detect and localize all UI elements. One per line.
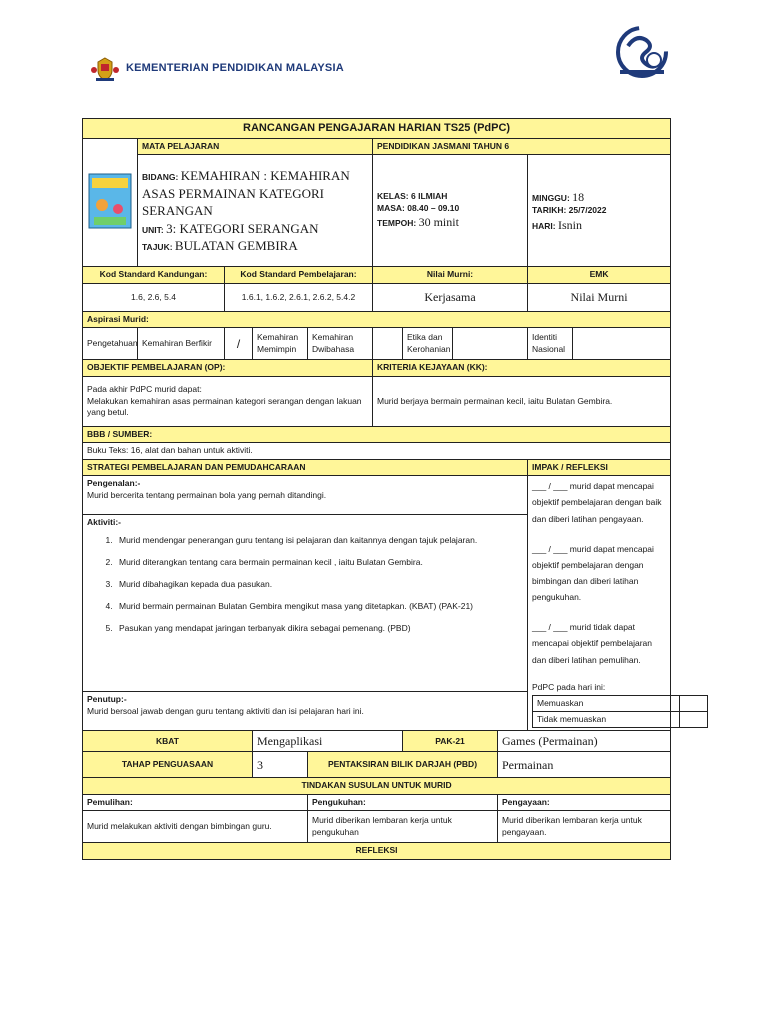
- ts25-logo-icon: [616, 26, 668, 78]
- aspirasi-label: Aspirasi Murid:: [83, 311, 671, 327]
- kk-value: Murid berjaya bermain permainan kecil, iaitu Bulatan Gembira.: [373, 376, 671, 426]
- aspirasi-item: Kemahiran Memimpin: [253, 328, 308, 360]
- bidang-unit-tajuk: BIDANG: KEMAHIRAN : KEMAHIRAN ASAS PERMAINAN KATEGORI SERANGAN UNIT: 3: KATEGORI SERANGAN TAJUK: BULATAN GEMBIRA: [138, 155, 373, 267]
- pengukuhan-label: Pengukuhan:: [308, 794, 498, 810]
- impak-section: [528, 476, 671, 731]
- bbm-value: Buku Teks: 16, alat dan bahan untuk aktiviti.: [83, 443, 671, 459]
- impak-item: ___ / ___ murid dapat mencapai objektif pembelajaran dengan baik dan diberi latihan pengayaan.: [532, 481, 662, 524]
- sk-label: Kod Standard Kandungan:: [83, 267, 225, 283]
- pemulihan-value: Murid melakukan aktiviti dengan bimbingan guru.: [83, 811, 308, 843]
- pengayaan-value: Murid diberikan lembaran kerja untuk pengayaan.: [498, 811, 671, 843]
- emk-value: Nilai Murni: [528, 283, 671, 311]
- tahap-value: 3: [253, 752, 308, 778]
- tempoh-value: 30 minit: [418, 215, 459, 230]
- nilai-value: Kerjasama: [373, 283, 528, 311]
- aspirasi-item: Kemahiran Dwibahasa: [308, 328, 373, 360]
- penutup-value: Murid bersoal jawab dengan guru tentang aktiviti dan isi pelajaran hari ini.: [87, 705, 364, 716]
- hari-value: Isnin: [557, 217, 582, 232]
- minggu-tarikh-hari: MINGGU: 18 TARIKH: 25/7/2022 HARI: Isnin: [528, 155, 671, 267]
- pak21-label: PAK-21: [403, 731, 498, 752]
- lesson-plan-sheet: [82, 118, 670, 860]
- pdpc-option-tidak-memuaskan: Tidak memuaskan: [533, 712, 680, 728]
- pdpc-checkbox[interactable]: [680, 696, 708, 712]
- bidang-value: KEMAHIRAN : KEMAHIRAN ASAS PERMAINAN KATEGORI SERANGAN: [142, 168, 350, 219]
- aktiviti-item: 2. Murid diterangkan tentang cara bermain permainan kecil , iaitu Bulatan Gembira.: [115, 551, 523, 573]
- susulan-label: TINDAKAN SUSULAN UNTUK MURID: [83, 778, 671, 794]
- pemulihan-label: Pemulihan:: [83, 794, 308, 810]
- aspirasi-mark: [373, 328, 403, 360]
- tarikh-value: TARIKH: 25/7/2022: [532, 205, 607, 216]
- aktiviti-section: Aktiviti:- 1. Murid mendengar penerangan guru tentang isi pelajaran dan kaitannya dengan tajuk pelajaran. 2. Murid diterangkan tentang cara bermain permainan kecil , iaitu Bulatan Gembira. 3. Murid dibahagikan kepada dua pasukan. 4. Murid bermain permainan Bulatan Gembira mengikut masa yang ditetapkan. (KBAT) (PAK-21) 5. Pasukan yang mendapat jaringan terbanyak dikira sebagai pemenang. (PBD): [83, 515, 528, 692]
- bbm-label: BBB / SUMBER:: [83, 426, 671, 442]
- aktiviti-item: 4. Murid bermain permainan Bulatan Gembira mengikut masa yang ditetapkan. (KBAT) (PAK-21): [115, 595, 523, 617]
- pengenalan-value: Murid bercerita tentang permainan bola yang pernah ditandingi.: [87, 489, 327, 500]
- page-header: [0, 0, 768, 110]
- aktiviti-item: 3. Murid dibahagikan kepada dua pasukan.: [115, 573, 523, 595]
- pbd-value: Permainan: [498, 752, 671, 778]
- penutup-section: Penutup:- Murid bersoal jawab dengan guru tentang aktiviti dan isi pelajaran hari ini.: [83, 692, 528, 731]
- refleksi-label: REFLEKSI: [83, 843, 671, 859]
- tahap-label: TAHAP PENGUASAAN: [83, 752, 253, 778]
- aktiviti-item: 5. Pasukan yang mendapat jaringan terbanyak dikira sebagai pemenang. (PBD): [115, 617, 523, 639]
- aspirasi-item: Pengetahuan: [83, 328, 138, 360]
- tajuk-value: BULATAN GEMBIRA: [174, 238, 298, 254]
- aspirasi-item: Identiti Nasional: [528, 328, 573, 360]
- pengenalan-section: Pengenalan:- Murid bercerita tentang permainan bola yang pernah ditandingi.: [83, 476, 528, 515]
- mata-pelajaran-value: PENDIDIKAN JASMANI TAHUN 6: [373, 139, 671, 155]
- pengayaan-label: Pengayaan:: [498, 794, 671, 810]
- sp-value: 1.6.1, 1.6.2, 2.6.1, 2.6.2, 5.4.2: [225, 283, 373, 311]
- aspirasi-mark: /: [225, 328, 253, 360]
- unit-value: 3: KATEGORI SERANGAN: [166, 220, 319, 236]
- impak-label: IMPAK / REFLEKSI: [528, 459, 671, 475]
- kelas-masa-tempoh: KELAS: 6 ILMIAH MASA: 08.40 – 09.10 TEMPOH: 30 minit: [373, 155, 528, 267]
- impak-item: ___ / ___ murid tidak dapat mencapai objektif pembelajaran dan diberi latihan pemulihan.: [532, 622, 653, 665]
- kbat-label: KBAT: [83, 731, 253, 752]
- objektif-label: OBJEKTIF PEMBELAJARAN (OP):: [83, 360, 373, 376]
- aspirasi-mark: [453, 328, 528, 360]
- pdpc-option-memuaskan: Memuaskan: [533, 696, 680, 712]
- aspirasi-item: Etika dan Kerohanian: [403, 328, 453, 360]
- pak21-value: Games (Permainan): [498, 731, 671, 752]
- lesson-plan-table: [82, 118, 671, 860]
- textbook-cover: [83, 139, 138, 267]
- pdpc-options: [532, 695, 708, 728]
- sp-label: Kod Standard Pembelajaran:: [225, 267, 373, 283]
- pdpc-checkbox[interactable]: [680, 712, 708, 728]
- emk-label: EMK: [528, 267, 671, 283]
- impak-item: ___ / ___ murid dapat mencapai objektif pembelajaran dengan bimbingan dan diberi latihan pengukuhan.: [532, 543, 654, 603]
- minggu-value: 18: [572, 190, 585, 205]
- aspirasi-item: Kemahiran Berfikir: [138, 328, 225, 360]
- kbat-value: Mengaplikasi: [253, 731, 403, 752]
- kelas-value: KELAS: 6 ILMIAH: [377, 191, 448, 202]
- mata-pelajaran-label: MATA PELAJARAN: [138, 139, 373, 155]
- ministry-name: KEMENTERIAN PENDIDIKAN MALAYSIA: [126, 62, 344, 74]
- aktiviti-item: 1. Murid mendengar penerangan guru tentang isi pelajaran dan kaitannya dengan tajuk pelajaran.: [115, 529, 523, 551]
- pengukuhan-value: Murid diberikan lembaran kerja untuk pengukuhan: [308, 811, 498, 843]
- aspirasi-mark: [573, 328, 671, 360]
- kk-label: KRITERIA KEJAYAAN (KK):: [373, 360, 671, 376]
- sk-value: 1.6, 2.6, 5.4: [83, 283, 225, 311]
- pdpc-label: PdPC pada hari ini:: [532, 681, 606, 692]
- aktiviti-list: [87, 529, 523, 640]
- masa-value: MASA: 08.40 – 09.10: [377, 202, 460, 213]
- pbd-label: PENTAKSIRAN BILIK DARJAH (PBD): [308, 752, 498, 778]
- plan-title: RANCANGAN PENGAJARAN HARIAN TS25 (PdPC): [83, 119, 671, 139]
- nilai-label: Nilai Murni:: [373, 267, 528, 283]
- objektif-value: Pada akhir PdPC murid dapat: Melakukan kemahiran asas permainan kategori serangan dengan lakuan yang betul.: [83, 376, 373, 426]
- ministry-crest-icon: [90, 56, 120, 82]
- strategi-label: STRATEGI PEMBELAJARAN DAN PEMUDAHCARAAN: [83, 459, 528, 475]
- textbook-cover-icon: [88, 173, 132, 229]
